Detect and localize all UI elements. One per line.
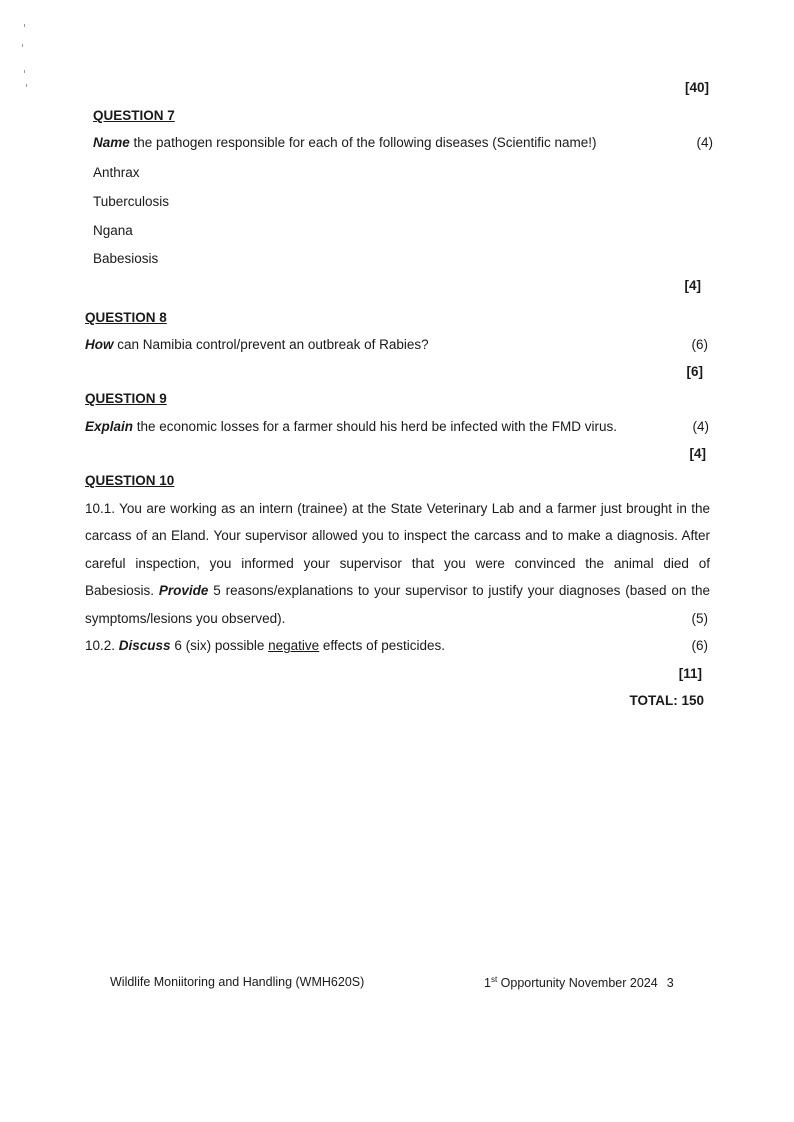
question-7-marks: (4) (696, 135, 713, 150)
disease-item: Tuberculosis (93, 194, 170, 209)
question-9-marks: (4) (692, 419, 709, 434)
footer-course: Wildlife Moniitoring and Handling (WMH620S) (110, 975, 365, 989)
instruction-text: the pathogen responsible for each of the following diseases (Scientific name!) (129, 135, 597, 150)
question-10-total: [11] (678, 666, 702, 681)
question-7-heading: QUESTION 7 (93, 108, 175, 123)
question-9-text (85, 419, 617, 434)
instruction-verb: Name (93, 135, 130, 150)
question-7-instruction (93, 135, 597, 150)
ordinal-suffix: st (490, 975, 498, 984)
question-8-total: [6] (686, 364, 703, 379)
question-10-2-marks: (6) (691, 638, 708, 653)
question-7-total: [4] (684, 278, 701, 293)
instruction-verb: How (85, 337, 114, 352)
scan-speck (26, 84, 27, 87)
question-8-marks: (6) (691, 337, 708, 352)
grand-total: TOTAL: 150 (629, 693, 704, 708)
question-8-text (85, 337, 429, 352)
question-10-1-marks: (5) (691, 611, 708, 626)
instruction-text: can Namibia control/prevent an outbreak of Rabies? (113, 337, 429, 352)
question-10-1-line: careful inspection, you informed your supervisor that you were convinced the animal died of (85, 556, 710, 571)
underlined-word: negative (268, 638, 320, 653)
opportunity-text: Opportunity November 2024 (497, 976, 658, 991)
disease-item: Ngana (93, 223, 133, 238)
question-8-heading: QUESTION 8 (85, 310, 167, 325)
page-number: 3 (666, 976, 674, 991)
text-run: 10.2. (85, 638, 119, 653)
question-10-1-line (85, 583, 710, 598)
question-10-1-line: carcass of an Eland. Your supervisor allowed you to inspect the carcass and to make a diagnosis. After (85, 528, 710, 543)
question-9-total: [4] (689, 446, 706, 461)
opportunity-number: 1 (484, 976, 491, 991)
footer-opportunity (484, 975, 674, 990)
text-run: 5 reasons/explanations to your supervisor to justify your diagnoses (based on the (208, 583, 710, 598)
question-10-heading: QUESTION 10 (85, 473, 175, 488)
question-10-1-line: 10.1. You are working as an intern (trainee) at the State Veterinary Lab and a farmer just brought in the (85, 501, 710, 516)
instruction-verb: Discuss (118, 638, 171, 653)
text-run: Babesiosis. (85, 583, 159, 598)
instruction-verb: Explain (85, 419, 134, 434)
disease-item: Babesiosis (93, 251, 159, 266)
disease-item: Anthrax (93, 165, 140, 180)
text-run: 6 (six) possible (170, 638, 269, 653)
question-10-2-text (85, 638, 445, 653)
scan-speck (24, 70, 25, 73)
instruction-text: the economic losses for a farmer should his herd be infected with the FMD virus. (133, 419, 617, 434)
scan-speck (22, 44, 23, 47)
scan-speck (24, 24, 25, 27)
text-run: effects of pesticides. (319, 638, 445, 653)
previous-section-total: [40] (684, 80, 709, 95)
question-9-heading: QUESTION 9 (85, 391, 167, 406)
instruction-verb: Provide (158, 583, 209, 598)
question-10-1-line: symptoms/lesions you observed). (85, 611, 286, 626)
